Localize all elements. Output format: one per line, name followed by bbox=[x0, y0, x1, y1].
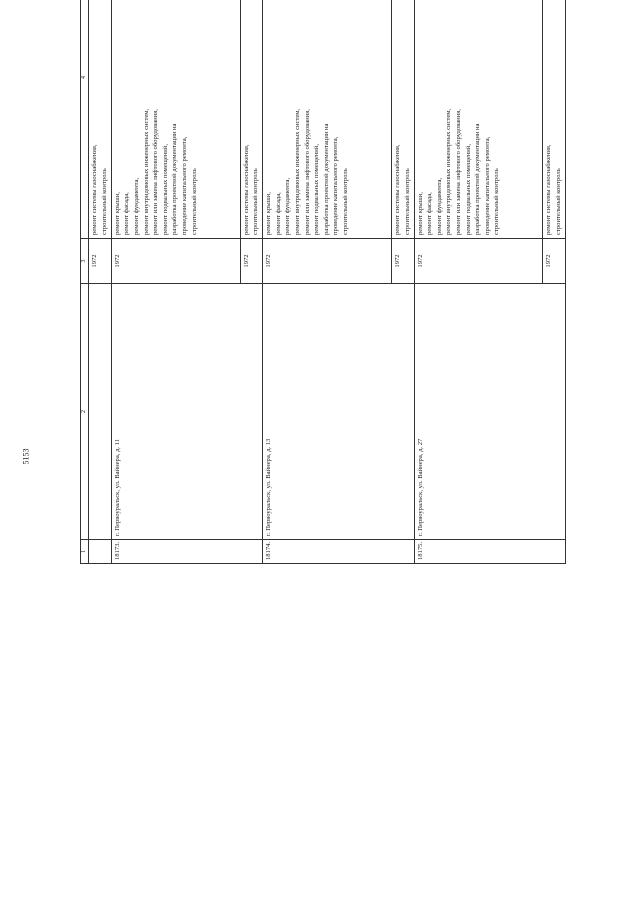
works-cell: ремонт системы газоснабжения, строительный контроль bbox=[391, 0, 414, 239]
row-number: 18175. bbox=[414, 540, 565, 564]
table-row bbox=[111, 0, 240, 564]
address-cell: г. Первоуральск, ул. Вайнера, д. 11 bbox=[111, 284, 262, 540]
address-cell: г. Первоуральск, ул. Вайнера, д. 13 bbox=[263, 284, 414, 540]
works-cell: ремонт системы газоснабжения, строительный контроль bbox=[543, 0, 566, 239]
year-cell: 1972 bbox=[89, 239, 112, 284]
year-cell: 1972 bbox=[414, 239, 543, 284]
repair-schedule-table bbox=[80, 0, 566, 564]
page-number: 5153 bbox=[21, 448, 31, 465]
year-cell: 1972 bbox=[543, 239, 566, 284]
year-cell: 1972 bbox=[240, 239, 263, 284]
works-cell: ремонт системы газоснабжения, строительный контроль bbox=[240, 0, 263, 239]
works-cell: ремонт крыши, ремонт фасада, ремонт фундамента, ремонт внутридомовых инженерных систем, ремонт или замена лифтового оборудования, ремонт подвальных помещений, разработка проектной документации на проведение капитального ремонта, строительный контроль bbox=[414, 0, 543, 239]
address-cell: г. Первоуральск, ул. Вайнера, д. 27 bbox=[414, 284, 565, 540]
column-header: 4 bbox=[81, 0, 89, 239]
works-cell: ремонт крыши, ремонт фасада, ремонт фундамента, ремонт внутридомовых инженерных систем, ремонт или замена лифтового оборудования, ремонт подвальных помещений, разработка проектной документации на проведение капитального ремонта, строительный контроль bbox=[263, 0, 392, 239]
column-header: 2 bbox=[81, 284, 89, 540]
row-number: 18174. bbox=[263, 540, 414, 564]
table-wrapper bbox=[80, 78, 566, 845]
row-number: 18173. bbox=[111, 540, 262, 564]
table-row bbox=[414, 0, 543, 564]
year-cell: 1972 bbox=[111, 239, 240, 284]
column-header: 1 bbox=[81, 540, 89, 564]
year-cell: 1972 bbox=[391, 239, 414, 284]
works-cell: ремонт крыши, ремонт фасада, ремонт фундамента, ремонт внутридомовых инженерных систем, ремонт или замена лифтового оборудования, ремонт подвальных помещений, разработка проектной документации на проведение капитального ремонта, строительный контроль bbox=[111, 0, 240, 239]
works-cell: ремонт системы газоснабжения, строительный контроль bbox=[89, 0, 112, 239]
column-header: 3 bbox=[81, 239, 89, 284]
header-row bbox=[81, 0, 89, 564]
table-row bbox=[263, 0, 392, 564]
year-cell: 1972 bbox=[263, 239, 392, 284]
table-row bbox=[89, 0, 112, 564]
